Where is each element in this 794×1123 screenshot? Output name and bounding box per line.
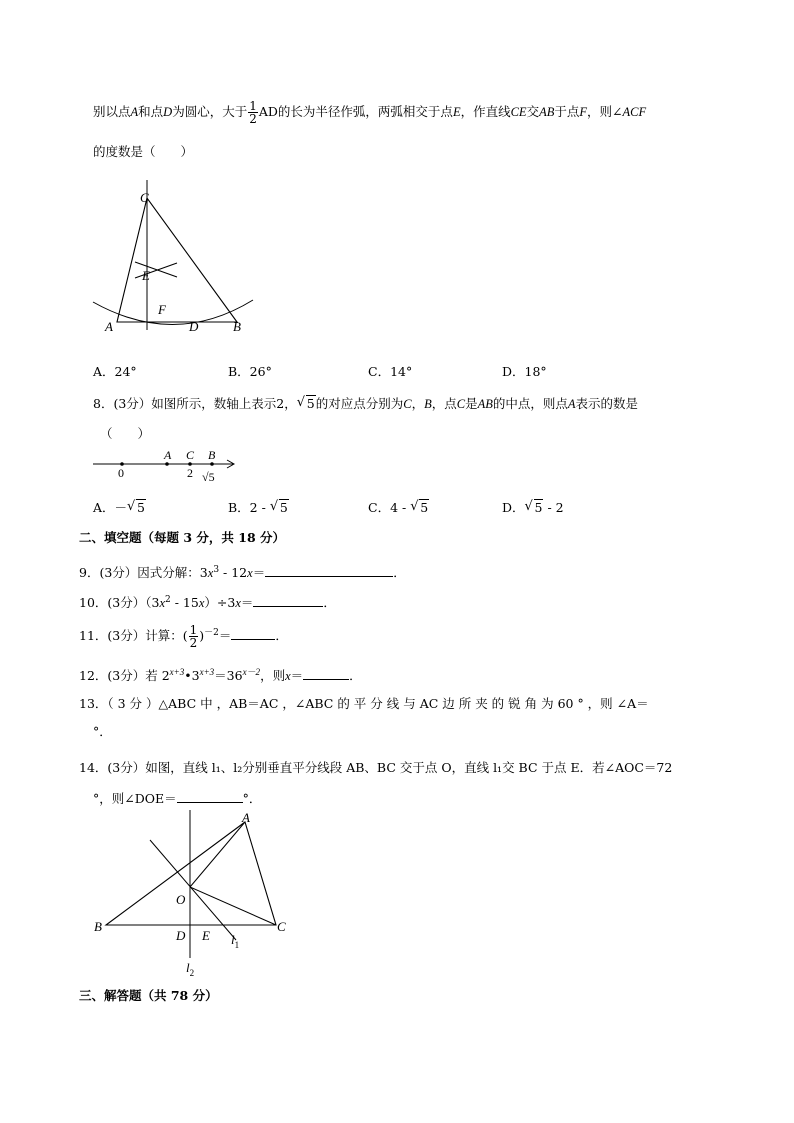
section-2-heading: 二、填空题（每题 3 分，共 18 分）	[79, 530, 286, 545]
q9-answer-blank[interactable]	[265, 564, 393, 577]
q8-option-b[interactable]: B．2 - √ 5	[228, 498, 289, 516]
q12-answer-blank[interactable]	[303, 667, 349, 680]
q14-line2: °，则∠DOE＝ °．	[93, 791, 262, 806]
q13-line2: °．	[93, 724, 112, 739]
q8-number-line	[90, 448, 240, 488]
label-A: A	[105, 319, 113, 334]
fraction-half: $\frac{1}{2}$	[249, 99, 257, 126]
q13-line1: 13．（ 3 分 ）△ABC 中 ，AB＝AC ，∠ABC 的 平 分 线 与 AC 边 所 夹 的 锐 角 为 60 ° ，则 ∠A＝	[79, 696, 649, 711]
q14-answer-blank[interactable]	[177, 790, 243, 803]
tick-C: C	[186, 448, 195, 462]
q11-line: 11．(3分）计算：( $\frac{1}{2}$ )$^{-2}$＝ ．	[79, 623, 288, 650]
label-D: D	[189, 319, 199, 334]
q8-paren: （ ）	[100, 426, 151, 441]
q10-line: 10．(3分）$(3x^2 - 15x)\div 3x=$ ．	[79, 595, 336, 611]
q7-option-d[interactable]: D．18°	[502, 364, 547, 379]
q8-stem: 8．(3分）如图所示，数轴上表示2，√ 5的对应点分别为C，B，点C是AB的中点，则点A表示的数是	[93, 396, 638, 412]
q7-line2: 的度数是（ ）	[93, 144, 194, 159]
q7-option-c[interactable]: C．14°	[368, 364, 413, 379]
q8-option-d[interactable]: D．√ 5 - 2	[502, 498, 564, 516]
tick-B: B	[208, 448, 216, 462]
q14-label-E: E	[202, 928, 210, 943]
q7-line1: 别以点A和点D为圆心，大于 $\frac{1}{2}$ AD的长为半径作弧，两弧相交于点E，作直线CE交AB于点F，则∠ACF	[93, 99, 647, 126]
tick-A: A	[164, 448, 172, 462]
q14-label-l1: $l_1$	[231, 932, 240, 950]
q14-label-A: A	[242, 810, 250, 825]
label-E: E	[142, 268, 150, 283]
q7-triangle-figure	[85, 180, 265, 340]
q14-label-l2: $l_2$	[186, 960, 195, 978]
q14-label-D: D	[176, 928, 186, 943]
q10-answer-blank[interactable]	[253, 594, 323, 607]
q14-label-O: O	[176, 892, 186, 907]
q9-line: 9．(3分）因式分解：$3x^3 - 12x=$ ．	[79, 565, 406, 581]
tick-2: 2	[187, 466, 193, 480]
q7-option-b[interactable]: B．26°	[228, 364, 272, 379]
tick-sqrt5: √5	[202, 470, 215, 484]
section-3-heading: 三、解答题（共 78 分）	[79, 988, 218, 1003]
q14-label-B: B	[94, 919, 102, 934]
q11-answer-blank[interactable]	[231, 627, 275, 640]
label-B: B	[233, 319, 241, 334]
label-C: C	[140, 190, 149, 205]
q14-figure	[88, 810, 303, 980]
q14-label-C: C	[277, 919, 286, 934]
q12-line: 12．(3分）若 $2^{x+3}•3^{x+3}=36^{x-2}$，则x＝ ．	[79, 667, 362, 684]
tick-0: 0	[118, 466, 124, 480]
q8-option-a[interactable]: A．－√ 5	[93, 498, 146, 516]
q7-option-a[interactable]: A．24°	[93, 364, 137, 379]
q8-option-c[interactable]: C．4 - √ 5	[368, 498, 429, 516]
label-F: F	[158, 302, 166, 317]
q14-line1: 14．(3分）如图，直线 l₁、l₂分别垂直平分线段 AB、BC 交于点 O，直线 l₁交 BC 于点 E．若∠AOC＝72	[79, 760, 673, 775]
